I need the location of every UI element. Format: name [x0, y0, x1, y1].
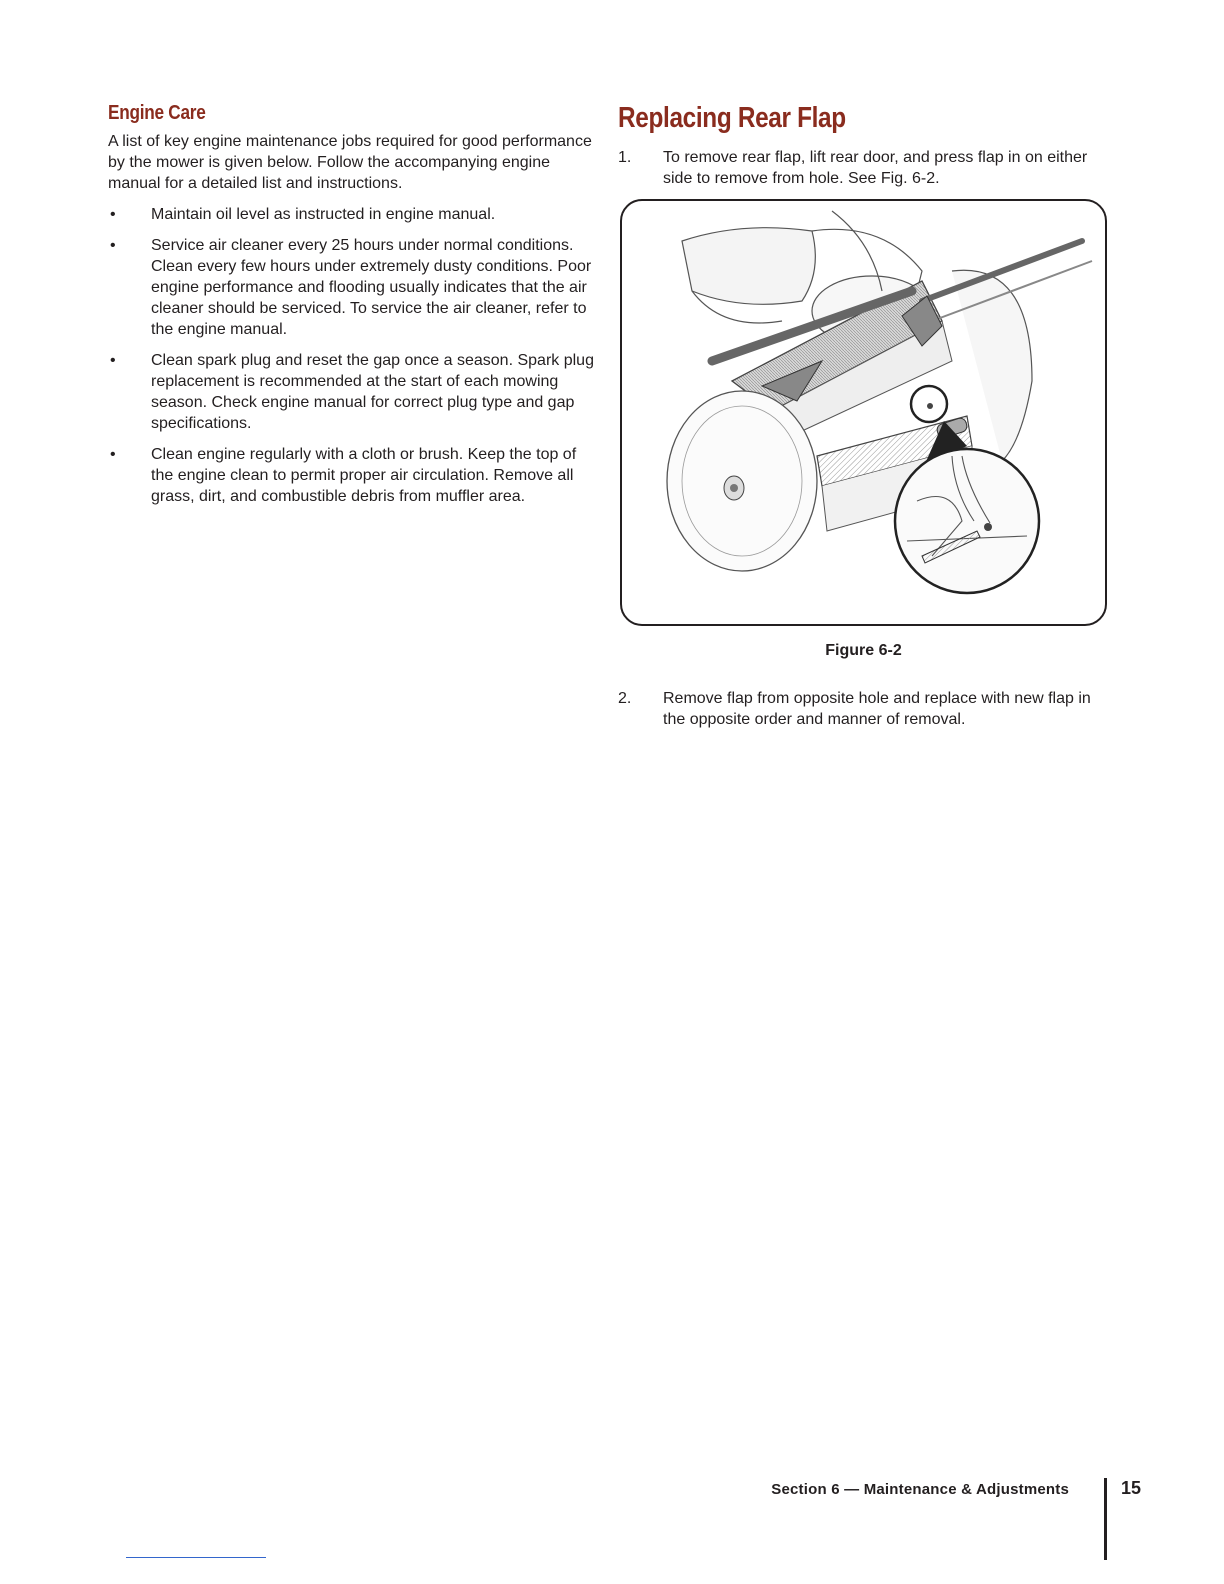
step-text: Remove flap from opposite hole and replace with new flap in the opposite order and manner of removal. [663, 690, 1091, 728]
figure-6-2-illustration [620, 199, 1107, 626]
engine-care-intro: A list of key engine maintenance jobs required for good performance by the mower is given below. Follow the accompanying engine manual for a detailed list and instructions. [108, 133, 592, 192]
rear-flap-section [618, 102, 1110, 189]
list-item-text: Clean engine regularly with a cloth or brush. Keep the top of the engine clean to permit proper air circulation. Remove all grass, dirt, and combustible debris from muffler area. [151, 446, 577, 505]
page-number: 15 [1121, 1478, 1142, 1498]
engine-care-list [108, 204, 600, 507]
step-number: 1. [618, 149, 632, 166]
step-item [618, 147, 1110, 189]
list-item: • Clean engine regularly with a cloth or brush. Keep the top of the engine clean to permit proper air circulation. Remove all grass, dirt, and combustible debris from muffler area. [110, 446, 577, 505]
list-item: • Clean spark plug and reset the gap once a season. Spark plug replacement is recommended at the start of each mowing season. Check engine manual for correct plug type and gap specifications. [110, 352, 594, 432]
mower-rear-flap-drawing [622, 201, 1107, 626]
list-item-text: Clean spark plug and reset the gap once a season. Spark plug replacement is recommended at the start of each mowing season. Check engine manual for correct plug type and gap specifications. [151, 352, 594, 432]
bottom-rule [126, 1557, 266, 1558]
engine-care-heading: Engine Care [108, 102, 206, 124]
engine-care-section [108, 102, 600, 517]
list-item-text: Service air cleaner every 25 hours under normal conditions. Clean every few hours under extremely dusty conditions. Poor engine performance and flooding usually indicates that the air cleaner should be serviced. To service the air cleaner, refer to the engine manual. [151, 237, 592, 338]
step-text: To remove rear flap, lift rear door, and press flap in on either side to remove from hole. See Fig. 6-2. [663, 149, 1088, 187]
list-item: • Service air cleaner every 25 hours under normal conditions. Clean every few hours under extremely dusty conditions. Poor engine performance and flooding usually indicates that the air cleaner should be serviced. To service the air cleaner, refer to the engine manual. [110, 237, 592, 338]
figure-caption: Figure 6-2 [825, 642, 902, 659]
footer-divider [1104, 1478, 1107, 1560]
rear-flap-steps [618, 147, 1110, 189]
list-item: • Maintain oil level as instructed in engine manual. [110, 206, 496, 223]
rear-flap-heading: Replacing Rear Flap [618, 102, 846, 134]
step-item [618, 688, 1110, 730]
list-item-text: Maintain oil level as instructed in engine manual. [151, 206, 496, 223]
footer-section-title: Section 6 — Maintenance & Adjustments [771, 1481, 1069, 1498]
rear-flap-step-2 [618, 688, 1110, 730]
step-number: 2. [618, 690, 632, 707]
